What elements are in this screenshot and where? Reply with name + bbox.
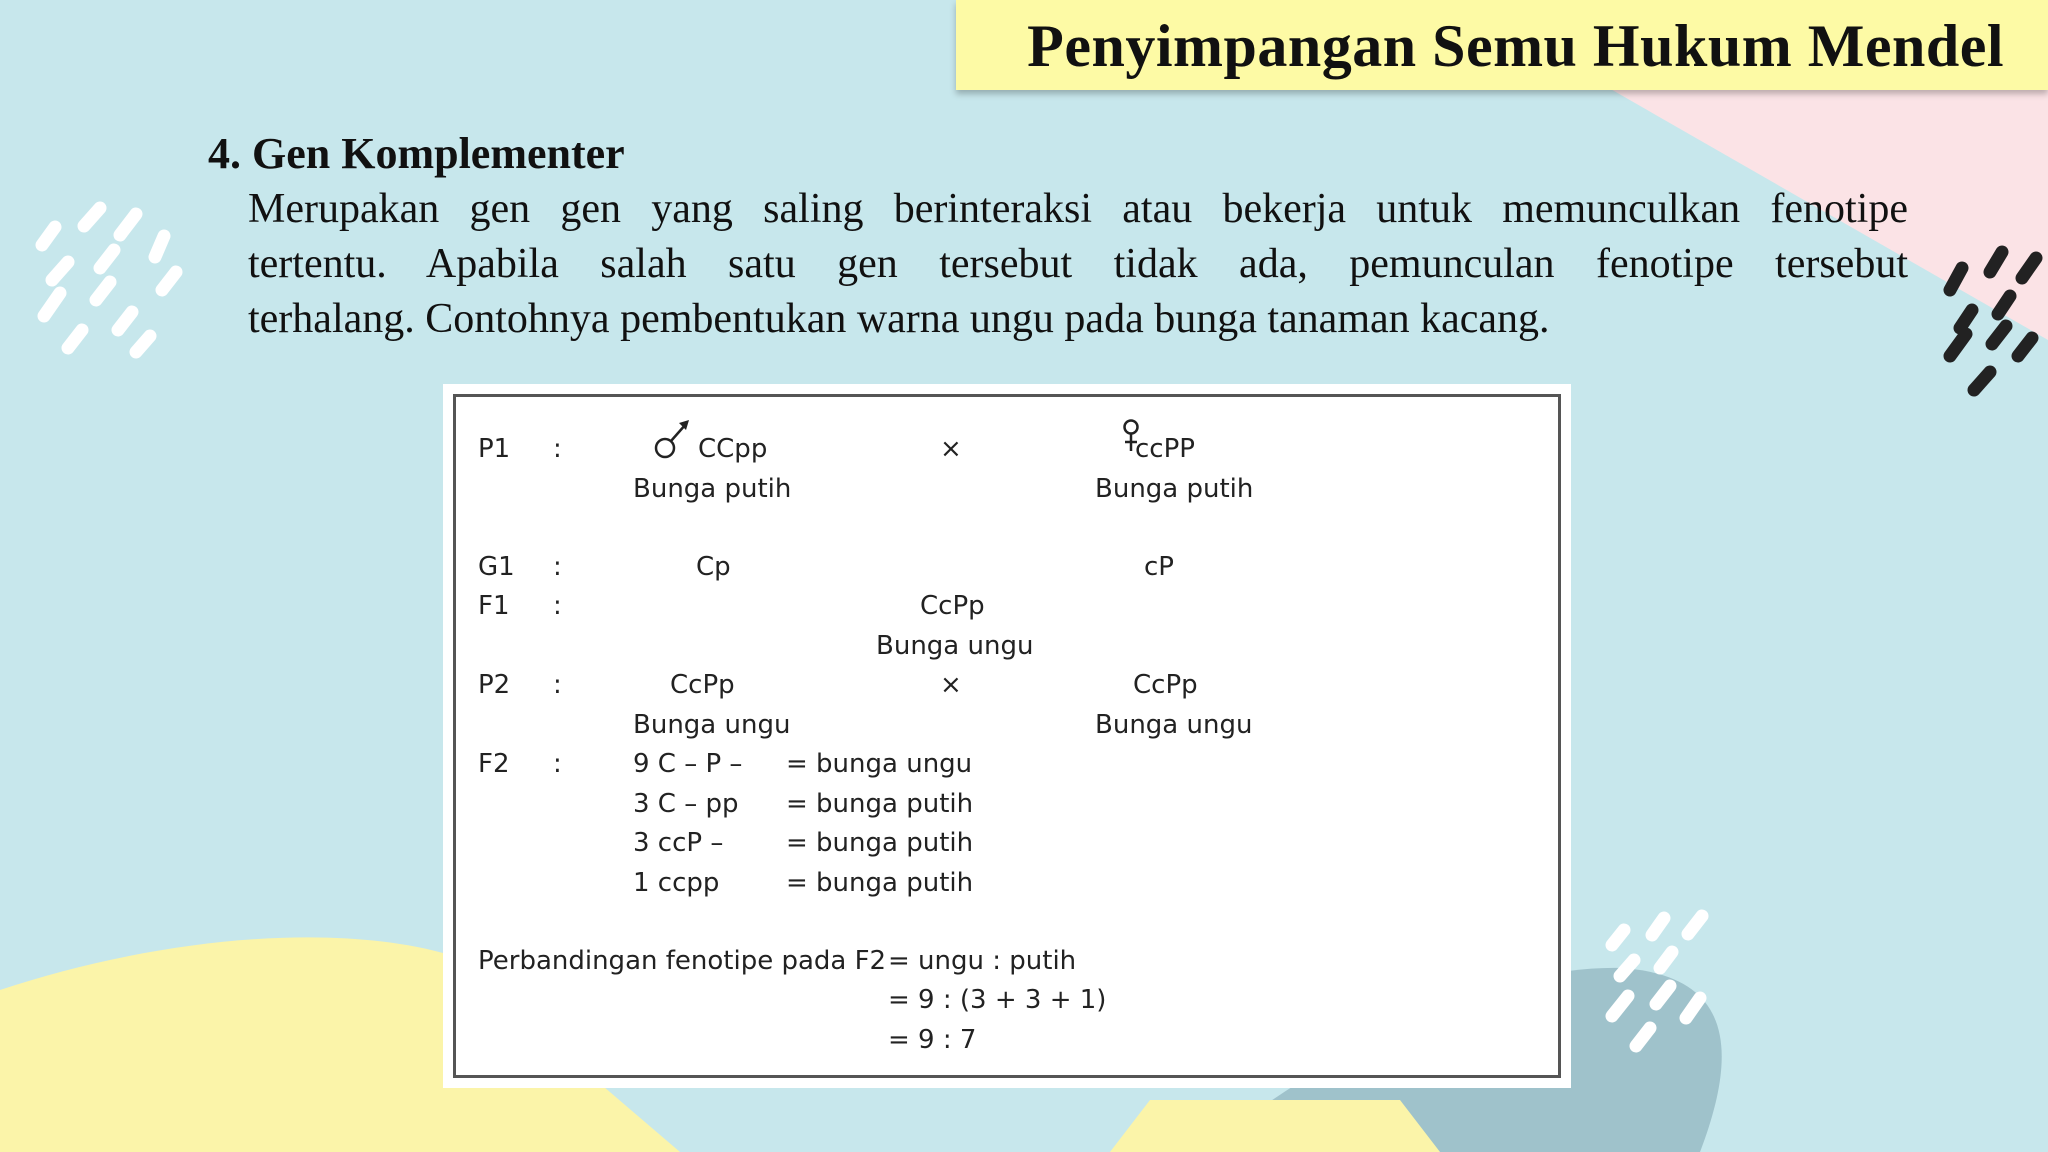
p1-female-genotype: ccPP xyxy=(1135,434,1195,464)
f2-row-4-genotype: 1 ccpp xyxy=(633,868,720,898)
p1-female-phenotype: Bunga putih xyxy=(1095,474,1254,504)
paragraph-line-3: terhalang. Contohnya pembentukan warna ungu pada bunga tanaman kacang. xyxy=(248,296,1550,342)
ratio-line-1: = ungu : putih xyxy=(888,946,1077,976)
f2-row-2-phenotype: = bunga putih xyxy=(786,789,974,819)
ratio-line-3: = 9 : 7 xyxy=(888,1025,977,1055)
p2-cross-sign: × xyxy=(940,670,962,700)
f2-row-4-phenotype: = bunga putih xyxy=(786,868,974,898)
g1-right-gamete: cP xyxy=(1144,552,1174,582)
ratio-line-2: = 9 : (3 + 3 + 1) xyxy=(888,985,1107,1015)
slide-title: Penyimpangan Semu Hukum Mendel xyxy=(1027,13,2004,79)
f1-label: F1 xyxy=(478,591,510,621)
male-symbol-icon xyxy=(653,416,693,462)
p1-cross-sign: × xyxy=(940,434,962,464)
f2-row-2-genotype: 3 C – pp xyxy=(633,789,739,819)
f2-row-1-phenotype: = bunga ungu xyxy=(786,749,973,779)
title-banner xyxy=(956,0,2048,90)
f2-colon: : xyxy=(553,749,562,779)
f1-colon: : xyxy=(553,591,562,621)
p2-left-phenotype: Bunga ungu xyxy=(633,710,791,740)
white-dash-decoration-left xyxy=(42,208,176,352)
p2-colon: : xyxy=(553,670,562,700)
p2-right-phenotype: Bunga ungu xyxy=(1095,710,1253,740)
section-heading: 4. Gen Komplementer xyxy=(208,129,625,178)
f2-label: F2 xyxy=(478,749,510,779)
p1-label: P1 xyxy=(478,434,511,464)
f2-row-3-genotype: 3 ccP – xyxy=(633,828,724,858)
p1-male-phenotype: Bunga putih xyxy=(633,474,792,504)
p1-male-genotype: CCpp xyxy=(698,434,768,464)
p2-right-genotype: CcPp xyxy=(1133,670,1198,700)
f1-genotype: CcPp xyxy=(920,591,985,621)
f2-row-3-phenotype: = bunga putih xyxy=(786,828,974,858)
f2-row-1-genotype: 9 C – P – xyxy=(633,749,743,779)
ratio-label: Perbandingan fenotipe pada F2 xyxy=(478,946,887,976)
g1-left-gamete: Cp xyxy=(696,552,731,582)
p1-colon: : xyxy=(553,434,562,464)
paragraph-line-2: tertentu. Apabila salah satu gen tersebut tidak ada, pemunculan fenotipe tersebut xyxy=(248,241,1908,287)
p2-label: P2 xyxy=(478,670,511,700)
p2-left-genotype: CcPp xyxy=(670,670,735,700)
paragraph-line-1: Merupakan gen gen yang saling berinteraksi atau bekerja untuk memunculkan fenotipe xyxy=(248,186,1908,232)
g1-colon: : xyxy=(553,552,562,582)
description-paragraph xyxy=(248,182,1908,347)
g1-label: G1 xyxy=(478,552,515,582)
f1-phenotype: Bunga ungu xyxy=(876,631,1034,661)
genetics-cross-diagram xyxy=(443,384,1571,1088)
